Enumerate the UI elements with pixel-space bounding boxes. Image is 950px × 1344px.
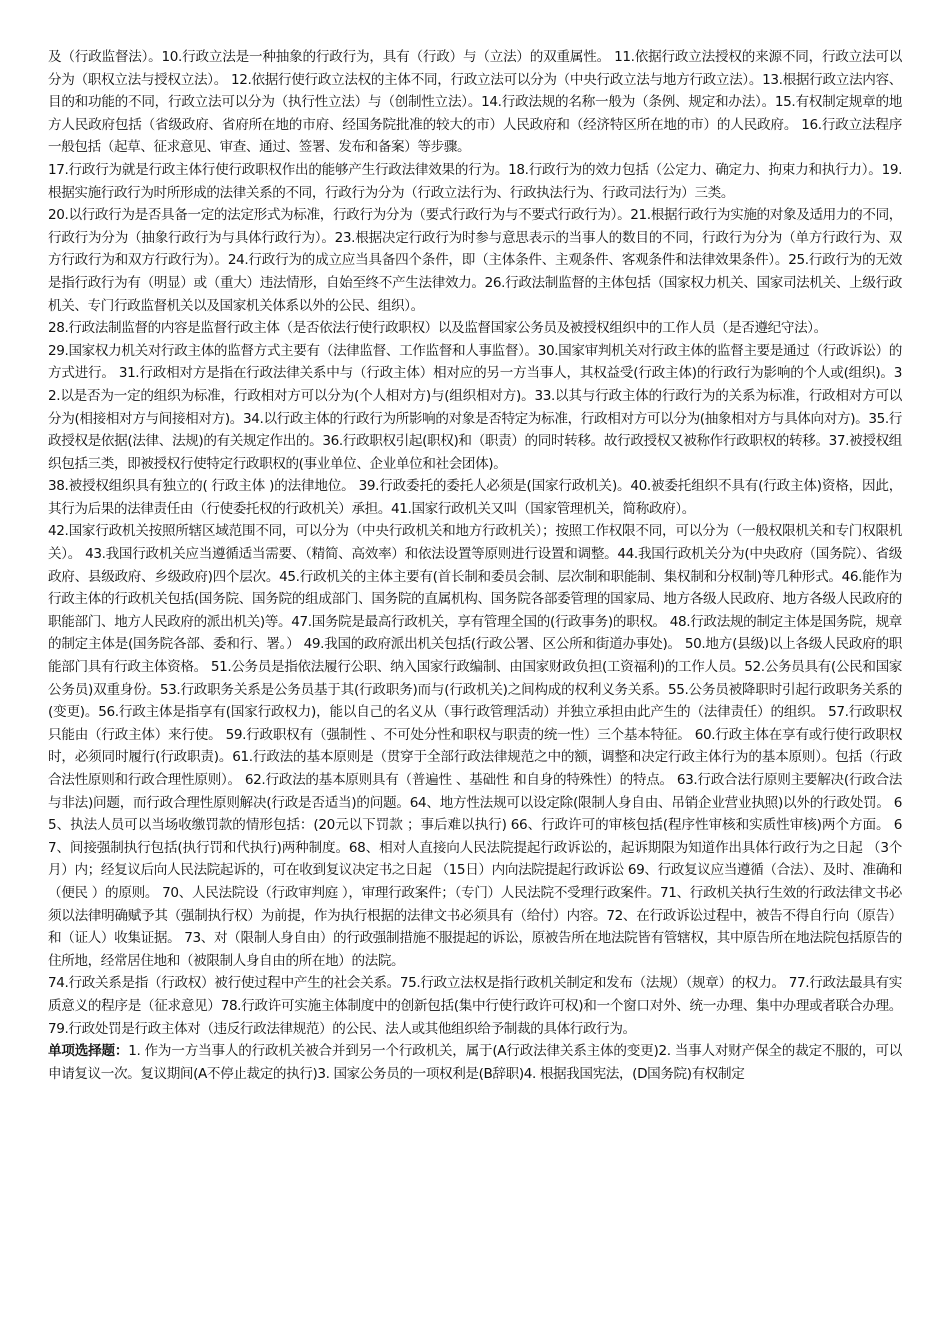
paragraph-4: 28.行政法制监督的内容是监督行政主体（是否依法行使行政职权）以及监督国家公务员及被授权组织中的工作人员（是否遵纪守法）。 — [48, 320, 827, 337]
single-choice-section — [48, 1040, 902, 1085]
paragraph-3: 20.以行政行为是否具备一定的法定形式为标准，行政行为分为（要式行政行为与不要式行政行为）。21.根据行政行为实施的对象及适用力的不同，行政行为分为（抽象行政行为与具体行政行为）。23.根据决定行政行为时参与意思表示的当事人的数目的不同，行政行为分为（单方行政行为、双方行政行为和双方行政行为）。24.行政行为的成立应当具备四个条件，即（主体条件、主观条件、客观条件和法律效果条件）。25.行政行为的无效是指行政行为有（明显）或（重大）违法情形，自始至终不产生法律效力。26.行政法制监督的主体包括（国家权力机关、国家司法机关、上级行政机关、专门行政监督机关以及国家机关体系以外的公民、组织）。 — [48, 207, 902, 314]
paragraph-7: 42.国家行政机关按照所辖区域范围不同，可以分为（中央行政机关和地方行政机关）；按照工作权限不同，可以分为（一般权限机关和专门权限机关）。 43.我国行政机关应当遵循适当需要、（精简、高效率）和依法设置等原则进行设置和调整。44.我国行政机关分为(中央政府（国务院）、省级政府、县级政府、乡级政府)四个层次。45.行政机关的主体主要有(首长制和委员会制、层次制和职能制、集权制和分权制)等几种形式。46.能作为行政主体的行政机关包括(国务院、国务院的组成部门、国务院的直属机构、国务院各部委管理的国家局、地方各级人民政府、地方各级人民政府的职能部门、地方人民政府的派出机关)等。47.国务院是最高行政机关，享有管理全国的(行政事务)的职权。 48.行政法规的制定主体是国务院，规章的制定主体是(国务院各部、委和行、署。） 49.我国的政府派出机关包括(行政公署、区公所和街道办事处)。 50.地方(县级)以上各级人民政府的职能部门具有行政主体资格。 51.公务员是指依法履行公职、纳入国家行政编制、由国家财政负担(工资福利)的工作人员。52.公务员具有(公民和国家公务员)双重身份。53.行政职务关系是公务员基于其(行政职务)而与(行政机关)之间构成的权利义务关系。55.公务员被降职时引起行政职务关系的(变更)。56.行政主体是指享有(国家行政权力)，能以自己的名义从（事行政管理活动）并独立承担由此产生的（法律责任）的组织。 57.行政职权只能由（行政主体）来行使。 59.行政职权有（强制性 、不可处分性和职权与职责的统一性）三个基本特征。 60.行政主体在享有或行使行政职权时，必须同时履行(行政职责)。61.行政法的基本原则是（贯穿于全部行政法律规范之中的额，调整和决定行政主体行为的基本原则）。包括（行政合法性原则和行政合理性原则）。 62.行政法的基本原则具有（普遍性 、基础性 和自身的特殊性）的特点。 63.行政合法行原则主要解决(行政合法与非法)问题，而行政合理性原则解决(行政是否适当)的问题。64、地方性法规可以设定除(限制人身自由、吊销企业营业执照)以外的行政处罚。 65、执法人员可以当场收缴罚款的情形包括：(20元以下罚款 ；事后难以执行) 66、行政许可的审核包括(程序性审核和实质性审核)两个方面。 67、间接强制执行包括(执行罚和代执行)两种制度。68、相对人直接向人民法院提起行政诉讼的，起诉期限为知道作出具体行政行为之日起 （3个月）内；经复议后向人民法院起诉的，可在收到复议决定书之日起 （15日）内向法院提起行政诉讼 69、行政复议应当遵循（合法）、及时、准确和（便民 ）的原则。 70、人民法院设（行政审判庭 ），审理行政案件；（专门）人民法院不受理行政案件。71、行政机关执行生效的行政法律文书必须以法律明确赋予其（强制执行权）为前提，作为执行根据的法律文书必须具有（给付）内容。72、在行政诉讼过程中，被告不得自行向（原告）和（证人）收集证据。 73、对（限制人身自由）的行政强制措施不服提起的诉讼，原被告所在地法院皆有管辖权，其中原告所在地法院包括原告的住所地，经常居住地和（被限制人身自由的所在地）的法院。 — [48, 523, 902, 969]
document-page — [48, 46, 902, 1336]
paragraph-2: 17.行政行为就是行政主体行使行政职权作出的能够产生行政法律效果的行为。18.行政行为的效力包括（公定力、确定力、拘束力和执行力）。19.根据实施行政行为时所形成的法律关系的不同，行政行为分为（行政立法行为、行政执法行为、行政司法行为）三类。 — [48, 161, 902, 201]
paragraph-8: 74.行政关系是指（行政权）被行使过程中产生的社会关系。75.行政立法权是指行政机关制定和发布（法规）（规章）的权力。 77.行政法最具有实质意义的程序是（征求意见）78.行政许可实施主体制度中的创新包括(集中行使行政许可权)和一个窗口对外、统一办理、集中办理或者联合办理。79.行政处罚是行政主体对（违反行政法律规范）的公民、法人或其他组织给予制裁的具体行政行为。 — [48, 975, 902, 1037]
paragraph-1: 及（行政监督法）。10.行政立法是一种抽象的行政行为，具有（行政）与（立法）的双重属性。 11.依据行政立法授权的来源不同，行政立法可以分为（职权立法与授权立法）。 12.依据行使行政立法权的主体不同，行政立法可以分为（中央行政立法与地方行政立法）。13.根据行政立法内容、目的和功能的不同，行政立法可以分为（执行性立法）与（创制性立法）。14.行政法规的名称一般为（条例、规定和办法）。15.有权制定规章的地方人民政府包括（省级政府、省府所在地的市府、经国务院批准的较大的市）人民政府和（经济特区所在地的市）的人民政府。 16.行政立法程序一般包括（起草、征求意见、审查、通过、签署、发布和备案）等步骤。 — [48, 49, 902, 156]
single-choice-text: 1. 作为一方当事人的行政机关被合并到另一个行政机关，属于(A行政法律关系主体的变更)2. 当事人对财产保全的裁定不服的，可以申请复议一次。复议期间(A不停止裁定的执行)3. 国家公务员的一项权利是(B辞职)4. 根据我国宪法，(D国务院)有权制定 — [48, 1043, 902, 1082]
single-choice-heading: 单项选择题： — [48, 1043, 129, 1060]
paragraph-5: 29.国家权力机关对行政主体的监督方式主要有（法律监督、工作监督和人事监督）。30.国家审判机关对行政主体的监督主要是通过（行政诉讼）的方式进行。 31.行政相对方是指在行政法律关系中与（行政主体）相对应的另一方当事人，其权益受(行政主体)的行政行为影响的个人或(组织)。32.以是否为一定的组织为标准，行政相对方可以分为(个人相对方)与(组织相对方)。33.以其与行政主体的行政行为的关系为标准，行政相对方可以分为(相接相对方与间接相对方)。34.以行政主体的行政行为所影响的对象是否特定为标准，行政相对方可以分为(抽象相对方与具体向对方)。35.行政授权是依据(法律、法规)的有关规定作出的。36.行政职权引起(职权)和（职责）的同时转移。故行政授权又被称作行政职权的转移。37.被授权组织包括三类，即被授权行使特定行政职权的(事业单位、企业单位和社会团体)。 — [48, 342, 902, 472]
paragraph-6: 38.被授权组织具有独立的( 行政主体 )的法律地位。 39.行政委托的委托人必须是(国家行政机关)。40.被委托组织不具有(行政主体)资格，因此，其行为后果的法律责任由（行使委托权的行政机关）承担。41.国家行政机关又叫（国家管理机关，简称政府）。 — [48, 478, 902, 517]
